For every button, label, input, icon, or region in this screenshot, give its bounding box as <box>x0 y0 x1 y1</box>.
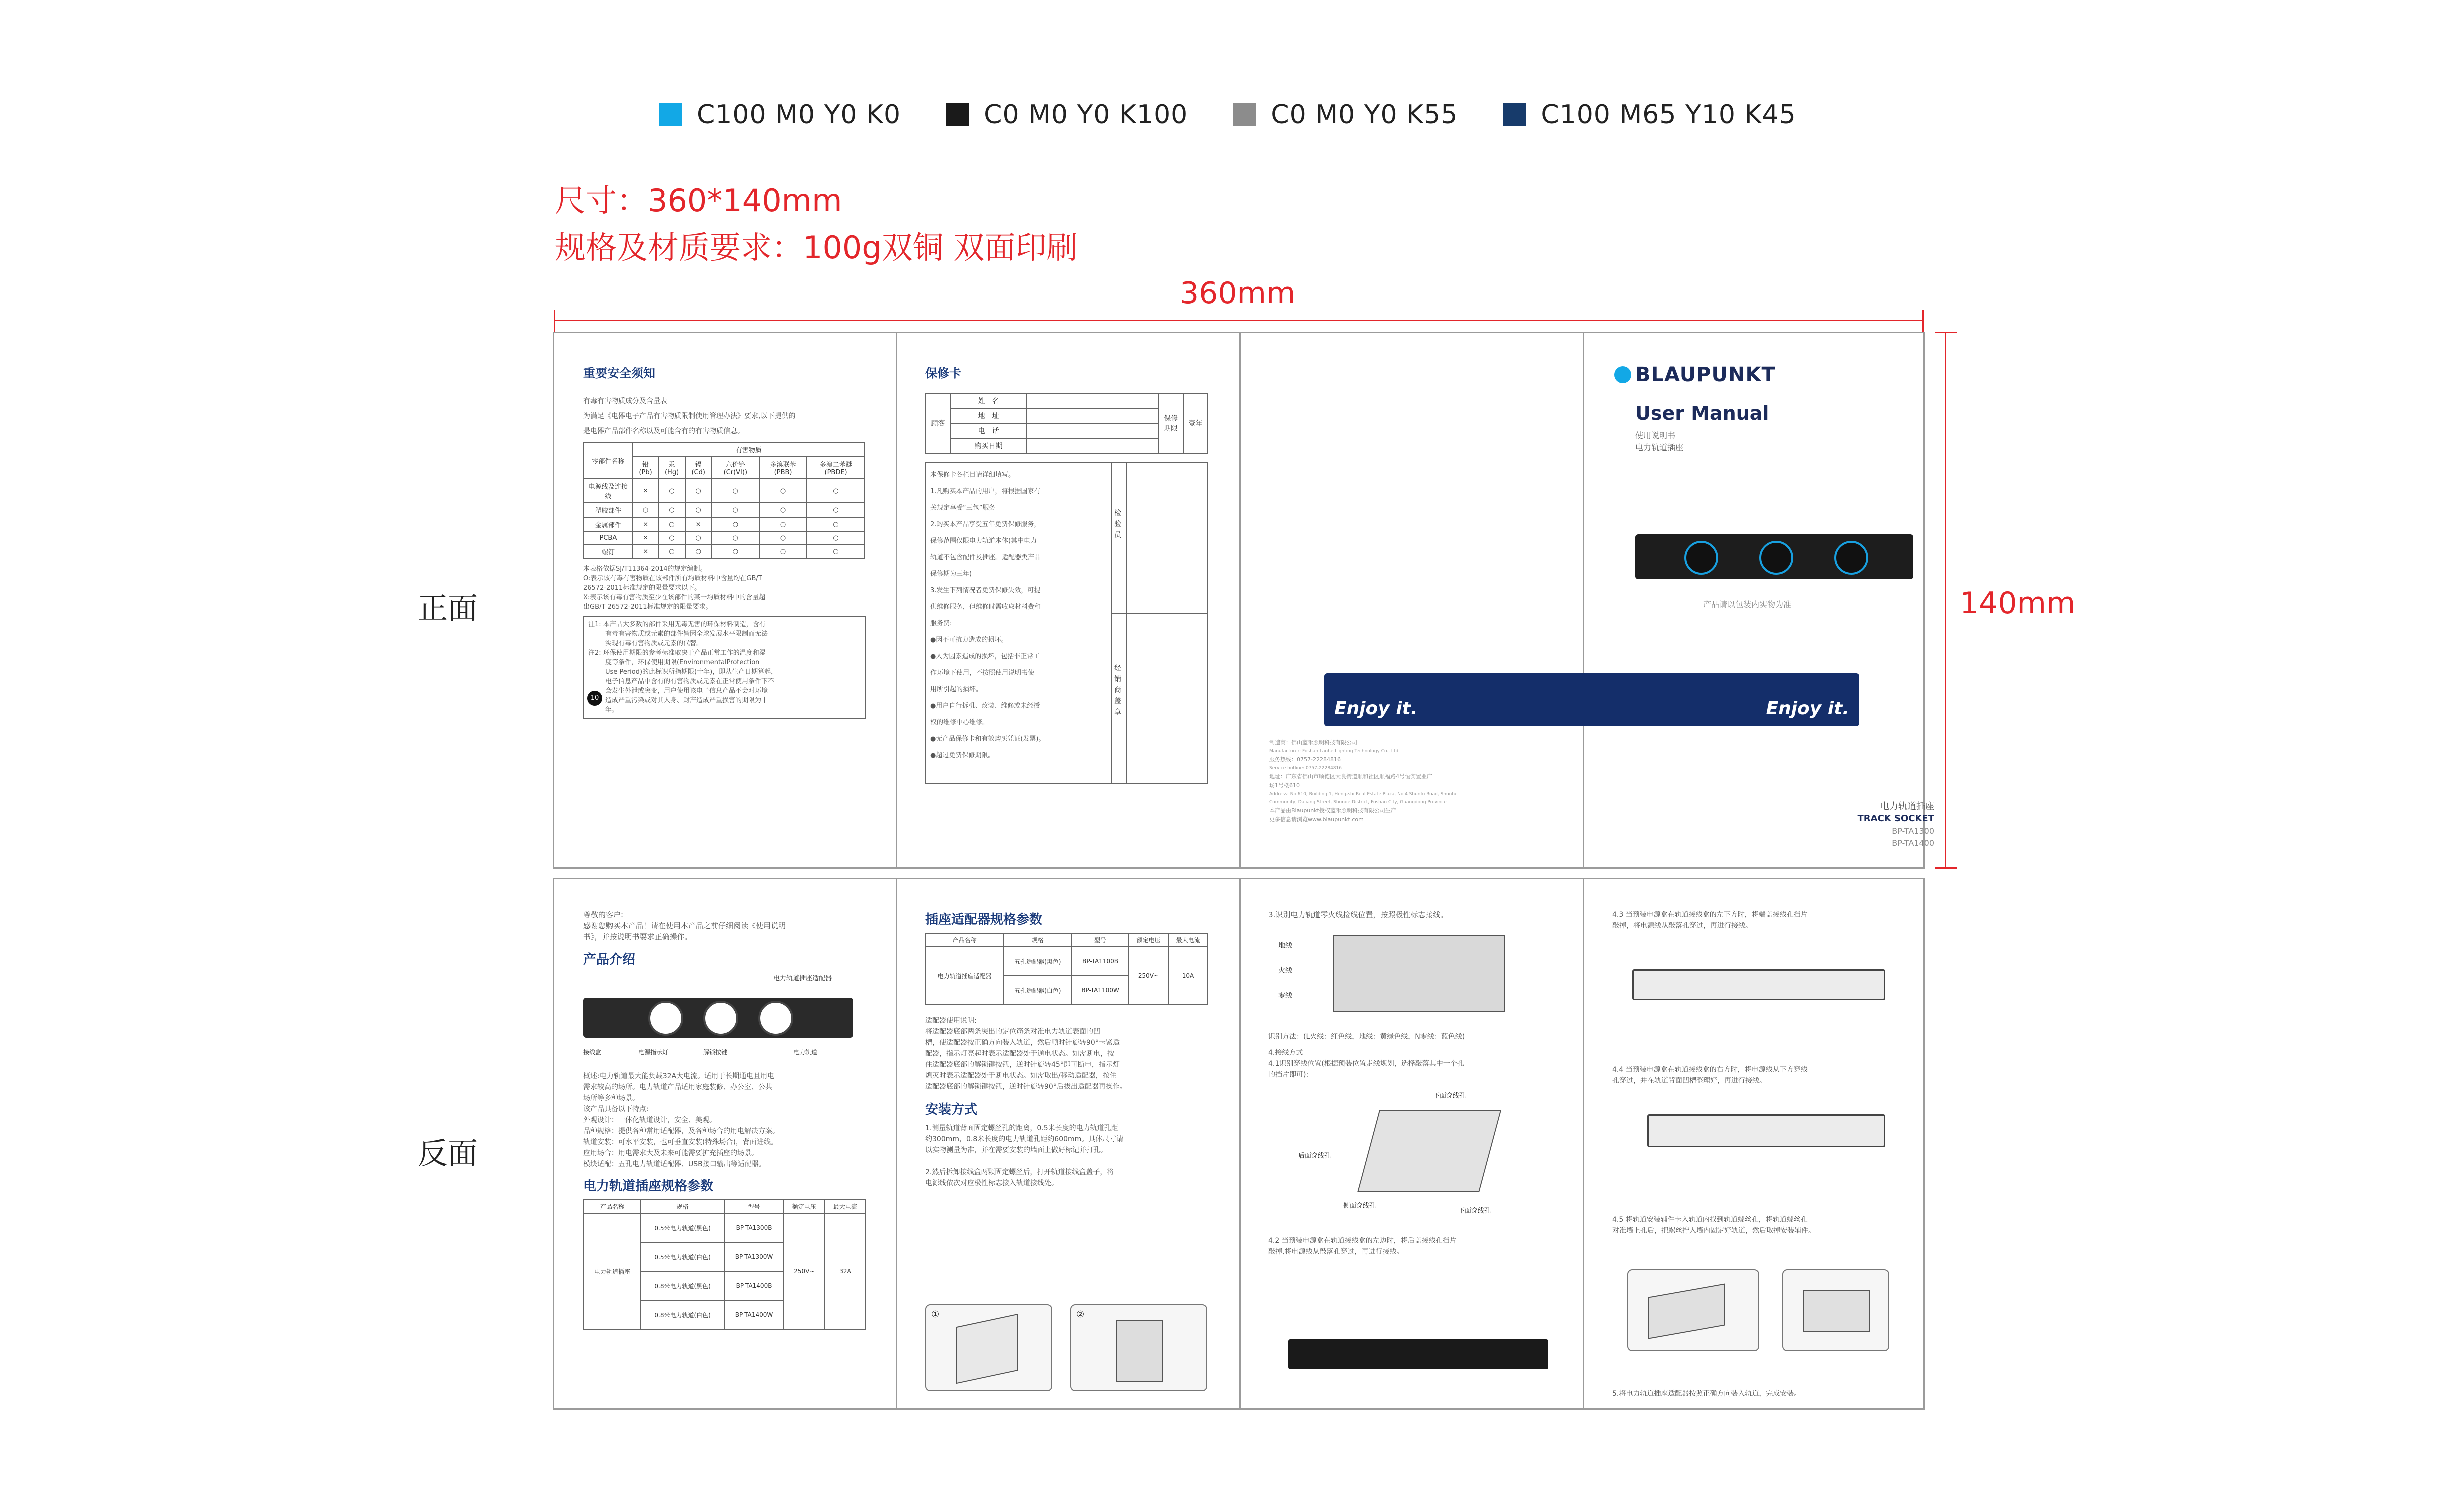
hazard-col: 多溴二苯醚(PBDE) <box>807 457 865 479</box>
hazard-col: 多溴联苯(PBB) <box>760 457 807 479</box>
spec-current: 32A <box>825 1214 866 1330</box>
manual-subtitle-1: 使用说明书 <box>1636 431 1676 440</box>
fold-line-3 <box>1583 334 1584 868</box>
maker-line: Address: No.610, Building 1, Heng-shi Real Estate Plaza, No.4 Shunfu Road, Shunhe <box>1270 792 1458 797</box>
back-side-label: 反面 <box>418 1136 478 1172</box>
swatch-navy <box>1503 100 1796 130</box>
note-line: 实现有毒有害物质或元素的代替。 <box>606 640 704 648</box>
hazard-mark: ○ <box>712 503 760 518</box>
customer-label: 顾客 <box>926 394 950 454</box>
note-line: 年。 <box>606 706 619 714</box>
inspector-label: 检验员 <box>1114 510 1122 540</box>
track-segment-shape <box>1648 1284 1726 1339</box>
step-42-line-b: 敲掉,将电源线从敲落孔穿过，再进行接线。 <box>1268 1248 1404 1256</box>
product-image <box>1636 534 1914 580</box>
hazard-col: 汞(Hg) <box>658 457 685 479</box>
spec-cell: 0.8米电力轨道(白色) <box>641 1300 724 1330</box>
callout-junction: 接线盒 <box>584 1049 602 1056</box>
warranty-terms <box>930 467 1106 764</box>
callout-led: 电源指示灯 <box>638 1049 669 1056</box>
terms-line: 1.凡购买本产品的用户，将根据国家有 <box>930 488 1041 496</box>
adapter-panel <box>926 910 1220 1320</box>
hazard-mark: ○ <box>807 518 865 532</box>
install-line: 约300mm，0.8米长度的电力轨道孔距约600mm。具体尺寸请 <box>926 1136 1124 1144</box>
hazard-mark: ○ <box>807 544 865 559</box>
wiring-panel <box>1268 910 1564 1258</box>
hazard-mark: ○ <box>760 544 807 559</box>
knockout-side-label: 侧面穿线孔 <box>1344 1202 1376 1210</box>
height-dim-line <box>1945 332 1946 869</box>
step-44-line-b: 孔穿过，并在轨道背面凹槽整理好，再进行接线。 <box>1612 1077 1766 1085</box>
track-image <box>584 998 854 1038</box>
warranty-table <box>926 393 1208 454</box>
spec-material: 规格及材质要求：100g双铜 双面印刷 <box>555 230 1078 266</box>
terms-line: 供维修服务，但维修时需收取材料费和 <box>930 604 1042 611</box>
socket-icon <box>1834 541 1868 575</box>
hazard-part: 塑胶部件 <box>584 503 633 518</box>
product-name-cn: 电力轨道插座 <box>1880 802 1934 812</box>
brand-name: BLAUPUNKT <box>1636 364 1776 386</box>
spec-head: 产品名称 <box>584 1200 641 1214</box>
intro-title: 产品介绍 <box>584 952 636 968</box>
hazard-col: 镉(Cd) <box>686 457 712 479</box>
fold-line-2 <box>1240 334 1241 868</box>
terms-line: ●因不可抗力造成的损坏。 <box>930 636 1008 644</box>
desc-line: 需求较高的场所。电力轨道产品适用家庭装修、办公室、公共 <box>584 1084 772 1092</box>
fold-line-1 <box>896 334 898 868</box>
step-4-text: 4.接线方式 <box>1268 1049 1304 1057</box>
spec-head: 产品名称 <box>926 934 1004 947</box>
terms-line: 关规定享受“三包”服务 <box>930 504 996 512</box>
safety-title: 重要安全须知 <box>584 366 656 380</box>
hazard-part: 金属部件 <box>584 518 633 532</box>
spec-head: 最大电流 <box>1168 934 1208 947</box>
fold-line-3 <box>1583 880 1584 1408</box>
terms-line: 作环境下使用，不按照使用说明书使 <box>930 670 1035 677</box>
banner-left-text: Enjoy it. <box>1334 698 1418 719</box>
product-diagram <box>584 968 884 1068</box>
socket-icon <box>758 1001 794 1036</box>
hazard-mark: × <box>633 518 659 532</box>
track-image-43 <box>1632 970 1886 1000</box>
maker-line: 本产品由Blaupunkt授权蓝禾照明科技有限公司生产 <box>1270 808 1396 814</box>
intro-panel <box>584 910 884 1330</box>
hazard-part: PCBA <box>584 532 633 544</box>
usage-line: 配器，指示灯亮起时表示适配器处于通电状态。如需断电，按 <box>926 1050 1114 1058</box>
back-sheet <box>553 878 1925 1410</box>
step-5-text: 5.将电力轨道插座适配器按照正确方向装入轨道，完成安装。 <box>1612 1390 1802 1398</box>
terms-line: 3.发生下列情况者免费保修失效，可提 <box>930 587 1041 594</box>
table-row <box>584 1214 866 1242</box>
maker-line: 制造商：佛山蓝禾照明科技有限公司 <box>1270 740 1358 746</box>
hazard-mark: ○ <box>686 544 712 559</box>
brand-dot-icon <box>1614 366 1632 384</box>
hazard-part: 螺钉 <box>584 544 633 559</box>
spec-head: 型号 <box>1072 934 1129 947</box>
adapter-title: 插座适配器规格参数 <box>926 912 1043 928</box>
wire-ground-label: 地线 <box>1278 942 1292 950</box>
manual-title: User Manual <box>1636 402 1770 424</box>
height-dim-tick-top <box>1935 332 1957 334</box>
install-figure-2 <box>1070 1304 1208 1392</box>
field-phone: 电 话 <box>950 424 1027 438</box>
swatch-black <box>946 100 1188 130</box>
adapter-current: 10A <box>1168 947 1208 1005</box>
note-line: 注2: 环保使用期限的参考标准取决于产品正常工作的温度和湿 <box>588 650 766 657</box>
spec-size: 尺寸：360*140mm <box>555 182 842 219</box>
terms-line: 轨道不包含配件及插座。适配器类产品 <box>930 554 1042 562</box>
knockout-bottom-label-2: 下面穿线孔 <box>1458 1208 1492 1215</box>
wall-track-shape <box>1804 1290 1870 1332</box>
install-line: 以实物测量为准，并在需要安装的墙面上做好标记并打孔。 <box>926 1146 1108 1154</box>
front-side-label: 正面 <box>418 592 478 626</box>
usage-line: 槽，使适配器按正确方向装入轨道，然后顺时针旋转90°卡紧适 <box>926 1039 1120 1047</box>
adapter-voltage: 250V~ <box>1129 947 1168 1005</box>
adapter-usage <box>926 1016 1220 1092</box>
hazard-head-part: 零部件名称 <box>584 442 633 479</box>
hazard-mark: ○ <box>633 503 659 518</box>
note-line: Use Period)的此标识所指期限(十年)，即从生产日期算起， <box>606 668 778 676</box>
front-sheet <box>553 332 1934 869</box>
product-caption: 产品请以包装内实物为准 <box>1704 600 1792 610</box>
hazard-mark: ○ <box>658 544 685 559</box>
greeting-1: 尊敬的客户: <box>584 910 624 920</box>
usage-line: 适配器底部的解锁键按钮，逆时针旋转90°后拔出适配器再操作。 <box>926 1083 1127 1091</box>
usage-line: 熄灭时表示适配器处于断电状态。如需取出/移动适配器，按住 <box>926 1072 1117 1080</box>
maker-line: Community, Daliang Street, Shunde District, Foshan City, Guangdong Province <box>1270 800 1447 805</box>
adapter-product-name: 电力轨道插座适配器 <box>926 947 1004 1005</box>
field-value <box>1027 438 1159 454</box>
product-description <box>584 1071 884 1170</box>
hazard-notes <box>584 564 878 612</box>
wall-plate-shape <box>956 1314 1018 1384</box>
terms-divider-h <box>1112 613 1208 614</box>
hazard-part: 电源线及连接线 <box>584 479 633 503</box>
usage-line: 适配器使用说明: <box>926 1017 977 1025</box>
maker-line: 场1号楼610 <box>1270 782 1300 789</box>
brand-logo <box>1614 364 1904 386</box>
spec-table-title: 电力轨道插座规格参数 <box>584 1179 714 1194</box>
terms-line: 用所引起的损坏。 <box>930 686 983 694</box>
spec-product-name: 电力轨道插座 <box>584 1214 641 1330</box>
spec-cell: 五孔适配器(白色) <box>1004 976 1072 1005</box>
hazard-mark: ○ <box>807 503 865 518</box>
desc-line: 概述:电力轨道最大能负载32A大电流。适用于长期通电且用电 <box>584 1072 775 1080</box>
table-row <box>926 947 1208 976</box>
terminal-block-image <box>1334 936 1506 1012</box>
spec-cell: 0.8米电力轨道(黑色) <box>641 1272 724 1300</box>
maker-line: 更多信息请浏览www.blaupunkt.com <box>1270 816 1364 823</box>
hazard-mark: ○ <box>658 503 685 518</box>
spec-cell: BP-TA1100B <box>1072 947 1129 976</box>
spec-cell: 0.5米电力轨道(白色) <box>641 1242 724 1272</box>
spec-cell: 0.5米电力轨道(黑色) <box>641 1214 724 1242</box>
spec-head: 额定电压 <box>1129 934 1168 947</box>
spec-voltage: 250V~ <box>784 1214 825 1330</box>
hazard-notes-box <box>584 616 866 719</box>
usage-line: 将适配器底部两条突出的定位筋条对准电力轨道表面的凹 <box>926 1028 1100 1036</box>
hazard-mark: ○ <box>760 518 807 532</box>
terms-line: 保修范围仅限电力轨道本体(其中电力 <box>930 538 1038 545</box>
field-address: 地 址 <box>950 408 1027 424</box>
hazard-mark: ○ <box>760 503 807 518</box>
socket-icon <box>704 1001 738 1036</box>
spec-cell: BP-TA1100W <box>1072 976 1129 1005</box>
note-line: 26572-2011标准规定的限量要求以下。 <box>584 584 702 592</box>
note-line: 注1: 本产品大多数的部件采用无毒无害的环保材料制造，含有 <box>588 621 766 628</box>
track-spec-table <box>584 1200 866 1330</box>
socket-icon <box>1684 541 1718 575</box>
terms-line: ●无产品保修卡和有效购买凭证(发票)。 <box>930 736 1046 743</box>
color-legend <box>659 100 1842 130</box>
hazard-mark: ○ <box>686 479 712 503</box>
greeting-3: 书》，并按说明书要求正确操作。 <box>584 932 692 942</box>
hazard-mark: ○ <box>658 532 685 544</box>
swatch-navy-box <box>1503 104 1526 126</box>
width-dim-line <box>554 320 1924 322</box>
swatch-navy-label: C100 M65 Y10 K45 <box>1541 100 1796 130</box>
hazard-mark: × <box>633 544 659 559</box>
spec-cell: BP-TA1400W <box>724 1300 784 1330</box>
wire-neutral-label: 零线 <box>1278 992 1292 1000</box>
banner-right-text: Enjoy it. <box>1766 698 1850 719</box>
step-42-line-a: 4.2 当预装电源盒在轨道接线盒的左边时，将后盖接线孔挡片 <box>1268 1237 1457 1245</box>
terms-line: ●人为因素造成的损坏，包括非正常工 <box>930 653 1040 660</box>
period-label: 保修期限 <box>1158 394 1183 454</box>
note-line: 电子信息产品中含有的有害物质或元素在正常使用条件下不 <box>606 678 775 686</box>
spec-head: 规格 <box>641 1200 724 1214</box>
step-1-marker: ① <box>932 1310 940 1320</box>
field-value <box>1027 424 1159 438</box>
terms-line: 保修期为三年) <box>930 570 972 578</box>
desc-line: 品种规格：提供各种常用适配器，及各种场合的用电解决方案。 <box>584 1128 780 1136</box>
hazard-col: 六价铬(Cr(VI)) <box>712 457 760 479</box>
warranty-title: 保修卡 <box>926 366 962 380</box>
height-dim-tick-bottom <box>1935 868 1957 869</box>
step-43-line-b: 敲掉，将电源线从敲落孔穿过，再进行接线。 <box>1612 922 1752 930</box>
fold-line-1 <box>896 880 898 1408</box>
table-row <box>584 532 865 544</box>
spec-head: 额定电压 <box>784 1200 825 1214</box>
usage-line: 住适配器底部的解锁键按钮，逆时针旋转45°即可断电，指示灯 <box>926 1061 1120 1069</box>
maker-line: Service hotline: 0757-22284816 <box>1270 766 1342 771</box>
spec-head: 型号 <box>724 1200 784 1214</box>
wiring-diagram <box>1268 926 1564 1026</box>
hazard-mark: ○ <box>807 532 865 544</box>
terms-line: ●用户自行拆机、改装、维修或未经授 <box>930 702 1040 710</box>
mounting-figure-1 <box>1628 1270 1760 1352</box>
manual-subtitle-2: 电力轨道插座 <box>1636 443 1684 452</box>
step-43-line-a: 4.3 当预装电源盒在轨道接线盒的左下方时，将端盖接线孔挡片 <box>1612 911 1808 919</box>
terms-line: 2.购买本产品享受五年免费保修服务， <box>930 521 1041 528</box>
desc-line: 应用场合：用电需求大及未来可能需要扩充插座的场景。 <box>584 1150 758 1158</box>
note-line: 本表格依据SJ/T11364-2014的规定编制。 <box>584 566 707 573</box>
wire-identify: 识别方法：(L火线：红色线，地线：黄绿色线，N零线：蓝色线) <box>1268 1033 1466 1041</box>
model-2: BP-TA1400 <box>1892 838 1934 848</box>
callout-track: 电力轨道 <box>794 1049 818 1056</box>
terms-line: ●超过免费保修期限。 <box>930 752 995 760</box>
desc-line: 模块适配：五孔电力轨道适配器、USB接口输出等适配器。 <box>584 1160 766 1168</box>
step-44-line-a: 4.4 当预装电源盒在轨道接线盒的右方时，将电源线从下方穿线 <box>1612 1066 1808 1074</box>
swatch-gray-label: C0 M0 Y0 K55 <box>1271 100 1458 130</box>
height-dimension: 140mm <box>1960 586 2076 621</box>
hazard-mark: × <box>633 532 659 544</box>
field-value <box>1027 394 1159 408</box>
hazard-mark: ○ <box>712 544 760 559</box>
callout-unlock: 解锁按键 <box>704 1049 728 1056</box>
install-figure-1 <box>926 1304 1052 1392</box>
fold-line-2 <box>1240 880 1241 1408</box>
terms-divider-v2 <box>1126 463 1128 783</box>
maker-line: 地址：广东省佛山市顺德区大良街道顺和社区顺福路4号恒实置业广 <box>1270 774 1432 780</box>
swatch-cyan <box>659 100 901 130</box>
install-line <box>926 1156 1220 1167</box>
table-row <box>584 544 865 559</box>
hazard-col: 铅(Pb) <box>633 457 659 479</box>
note-line: X:表示该有毒有害物质至少在该部件的某一均质材料中的含量超 <box>584 594 766 602</box>
terms-line: 权的维修中心维修。 <box>930 719 990 726</box>
hazard-mark: ○ <box>760 532 807 544</box>
field-name: 姓 名 <box>950 394 1027 408</box>
mounting-figure-2 <box>1782 1270 1890 1352</box>
note-line: 会发生外泄或突变，用户使用该电子信息产品不会对环境 <box>606 688 768 695</box>
step-41-line-b: 的挡片即可): <box>1268 1071 1309 1079</box>
eco-period-icon: 10 <box>588 691 602 706</box>
spec-cell: 五孔适配器(黑色) <box>1004 947 1072 976</box>
knockout-bottom-label: 下面穿线孔 <box>1434 1092 1466 1100</box>
track-with-cable-image <box>1288 1340 1548 1370</box>
spec-head: 最大电流 <box>825 1200 866 1214</box>
table-row <box>584 479 865 503</box>
product-name-en: TRACK SOCKET <box>1858 814 1934 824</box>
spec-cell: BP-TA1400B <box>724 1272 784 1300</box>
maker-info <box>1270 738 1560 824</box>
swatch-gray-box <box>1233 104 1256 126</box>
install-line: 电源线依次对应极性标志接入轨道接线处。 <box>926 1180 1058 1188</box>
table-row <box>584 518 865 532</box>
note-line: 有毒有害物质或元素的部件皆因全球发展水平限制而无法 <box>606 630 768 638</box>
step-3-text: 3.识别电力轨道零火线接线位置，按照极性标志接线。 <box>1268 910 1448 920</box>
field-value <box>1027 408 1159 424</box>
terms-line: 本保修卡各栏目请详细填写。 <box>930 472 1016 479</box>
junction-box-shape <box>1116 1320 1164 1382</box>
install-line: 2.然后拆卸接线盒两颗固定螺丝后，打开轨道接线盒盖子，将 <box>926 1168 1114 1176</box>
dealer-label: 经销商盖章 <box>1114 664 1122 716</box>
model-1: BP-TA1300 <box>1892 826 1934 836</box>
hazard-mark: ○ <box>658 518 685 532</box>
desc-line: 该产品具备以下特点: <box>584 1106 649 1114</box>
safety-intro-3: 是电器产品部件名称以及可能含有的有害物质信息。 <box>584 428 744 436</box>
width-dim-tick-right <box>1922 310 1924 332</box>
step-45-line-b: 对准墙上孔后，把螺丝拧入墙内固定好轨道，然后取掉安装辅件。 <box>1612 1227 1816 1235</box>
width-dimension: 360mm <box>1180 276 1296 311</box>
period-value: 壹年 <box>1184 394 1208 454</box>
final-panel <box>1612 910 1908 1398</box>
hazard-mark: ○ <box>658 479 685 503</box>
step-41-line-a: 4.1识别穿线位置(根据预装位置走线规划，选择敲落其中一个孔 <box>1268 1060 1464 1068</box>
swatch-black-box <box>946 104 969 126</box>
hazard-mark: ○ <box>712 518 760 532</box>
warranty-panel <box>926 364 1220 784</box>
swatch-cyan-label: C100 M0 Y0 K0 <box>697 100 902 130</box>
hazard-table <box>584 442 866 560</box>
callout-adapter: 电力轨道插座适配器 <box>774 975 832 982</box>
hazard-mark: ○ <box>712 532 760 544</box>
safety-intro-1: 有毒有害物质成分及含量表 <box>584 398 668 406</box>
note-line: 造成严重污染或对其人身、财产造成严重损害的期限为十 <box>606 697 768 704</box>
swatch-black-label: C0 M0 Y0 K100 <box>984 100 1188 130</box>
greeting-2: 感谢您购买本产品！请在使用本产品之前仔细阅读《使用说明 <box>584 922 786 930</box>
step-2-marker: ② <box>1076 1310 1085 1320</box>
note-line: O:表示该有毒有害物质在该部件所有均质材料中含量均在GB/T <box>584 575 762 582</box>
note-line: 出GB/T 26572-2011标准规定的限量要求。 <box>584 604 712 611</box>
wire-live-label: 火线 <box>1278 967 1292 975</box>
swatch-cyan-box <box>659 104 682 126</box>
desc-line: 轨道安装：可水平安装，也可垂直安装(特殊场合)，背面进线。 <box>584 1138 778 1146</box>
terms-line: 服务费: <box>930 620 952 628</box>
knockout-rear-label: 后面穿线孔 <box>1298 1152 1332 1160</box>
hazard-mark: ○ <box>807 479 865 503</box>
hazard-mark: ○ <box>686 503 712 518</box>
width-dim-tick-left <box>554 310 556 332</box>
socket-icon <box>648 1001 684 1036</box>
hazard-mark: × <box>633 479 659 503</box>
safety-intro-2: 为满足《电器电子产品有害物质限制使用管理办法》要求,以下提供的 <box>584 412 796 420</box>
track-image-44 <box>1648 1114 1886 1148</box>
maker-line: 服务热线：0757-22284816 <box>1270 756 1341 763</box>
spec-head: 规格 <box>1004 934 1072 947</box>
knockout-diagram <box>1268 1086 1564 1236</box>
junction-box-iso <box>1358 1110 1502 1192</box>
install-steps <box>926 1123 1220 1189</box>
hazard-head-group: 有害物质 <box>633 442 865 457</box>
warranty-terms-box <box>926 462 1208 784</box>
cover-panel <box>1614 364 1934 848</box>
hazard-mark: ○ <box>686 532 712 544</box>
hazard-mark: ○ <box>712 479 760 503</box>
adapter-spec-table <box>926 933 1208 1006</box>
install-line: 1.测量轨道背面固定螺丝孔的距离，0.5米长度的电力轨道孔距 <box>926 1124 1118 1132</box>
maker-line: Manufacturer: Foshan Lanhe Lighting Technology Co., Ltd. <box>1270 749 1400 754</box>
step-45-line-a: 4.5 将轨道安装辅件卡入轨道内找到轨道螺丝孔，将轨道螺丝孔 <box>1612 1216 1808 1224</box>
socket-icon <box>1760 541 1794 575</box>
safety-panel <box>584 364 878 719</box>
note-line: 度等条件，环保使用期限(EnvironmentalProtection <box>606 659 760 666</box>
spec-cell: BP-TA1300W <box>724 1242 784 1272</box>
spec-cell: BP-TA1300B <box>724 1214 784 1242</box>
desc-line: 场所等多种场景。 <box>584 1094 640 1102</box>
swatch-gray <box>1233 100 1458 130</box>
install-title: 安装方式 <box>926 1102 978 1118</box>
desc-line: 外观设计：一体化轨道设计，安全、美观。 <box>584 1116 716 1124</box>
field-date: 购买日期 <box>950 438 1027 454</box>
hazard-mark: × <box>686 518 712 532</box>
table-row <box>584 503 865 518</box>
hazard-mark: ○ <box>760 479 807 503</box>
